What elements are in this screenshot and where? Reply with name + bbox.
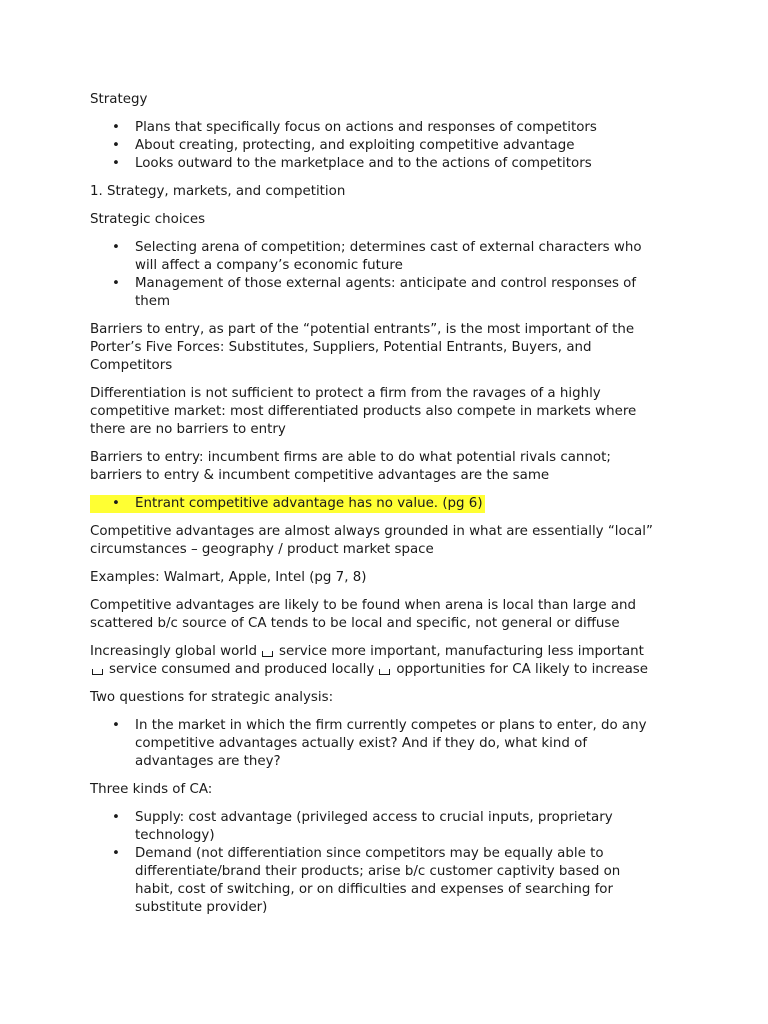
list-strategy [90,119,690,173]
section-heading: 1. Strategy, markets, and competition [90,184,346,199]
paragraph-barriers-porter: Barriers to entry, as part of the “potential entrants”, is the most important of the Porter’s Five Forces: Substitutes, Suppliers, Potential Entrants, Buyers, and Competitors [90,322,635,373]
list-highlight [90,495,690,513]
highlight: • Entrant competitive advantage has no value. (pg 6) [90,495,485,513]
list-item: • Supply: cost advantage (privileged access to crucial inputs, proprietary technology) [112,810,613,843]
list-item: • Plans that specifically focus on actions and responses of competitors [112,120,597,135]
paragraph-barriers-incumbent: Barriers to entry: incumbent firms are able to do what potential rivals cannot; barriers to entry & incumbent competitive advantages are the same [90,450,611,483]
arrow-icon [379,669,390,675]
list-item: • Selecting arena of competition; determines cast of external characters who will affect a company’s economic future [112,240,642,273]
paragraph-examples: Examples: Walmart, Apple, Intel (pg 7, 8) [90,570,367,585]
bullet-icon: • [112,846,120,861]
list-item: • Demand (not differentiation since competitors may be equally able to differentiate/brand their products; arise b/c customer captivity based on habit, cost of switching, or on difficulties and expenses of searching for substitute provider) [112,846,621,915]
list-choices [90,239,690,311]
bullet-icon: • [112,496,120,511]
paragraph-three-kinds: Three kinds of CA: [90,782,213,797]
bullet-icon: • [112,138,120,153]
arrow-icon [92,669,103,675]
paragraph-differentiation: Differentiation is not sufficient to protect a firm from the ravages of a highly competitive market: most differentiated products also compete in markets where there are no barriers to entry [90,386,637,437]
bullet-icon: • [112,810,120,825]
bullet-icon: • [112,120,120,135]
subheading-strategic-choices: Strategic choices [90,212,206,227]
list-item: • In the market in which the firm currently competes or plans to enter, do any competitive advantages actually exist? And if they do, what kind of advantages are they? [112,718,647,769]
list-kinds [90,809,690,917]
document-page [90,91,690,927]
paragraph-two-questions: Two questions for strategic analysis: [90,690,334,705]
list-item-highlighted [90,495,690,513]
paragraph-local: Competitive advantages are almost always grounded in what are essentially “local” circumstances – geography / product market space [90,524,653,557]
bullet-icon: • [112,276,120,291]
list-item: • About creating, protecting, and exploiting competitive advantage [112,138,575,153]
bullet-icon: • [112,240,120,255]
paragraph-global: Increasingly global world service more important, manufacturing less important service consumed and produced locally opportunities for CA likely to increase [90,644,649,677]
arrow-icon [262,651,273,657]
list-questions [90,717,690,771]
paragraph-found: Competitive advantages are likely to be found when arena is local than large and scattered b/c source of CA tends to be local and specific, not general or diffuse [90,598,637,631]
bullet-icon: • [112,156,120,171]
heading-strategy: Strategy [90,92,148,107]
list-item: • Management of those external agents: anticipate and control responses of them [112,276,637,309]
list-item: • Looks outward to the marketplace and to the actions of competitors [112,156,592,171]
bullet-icon: • [112,718,120,733]
